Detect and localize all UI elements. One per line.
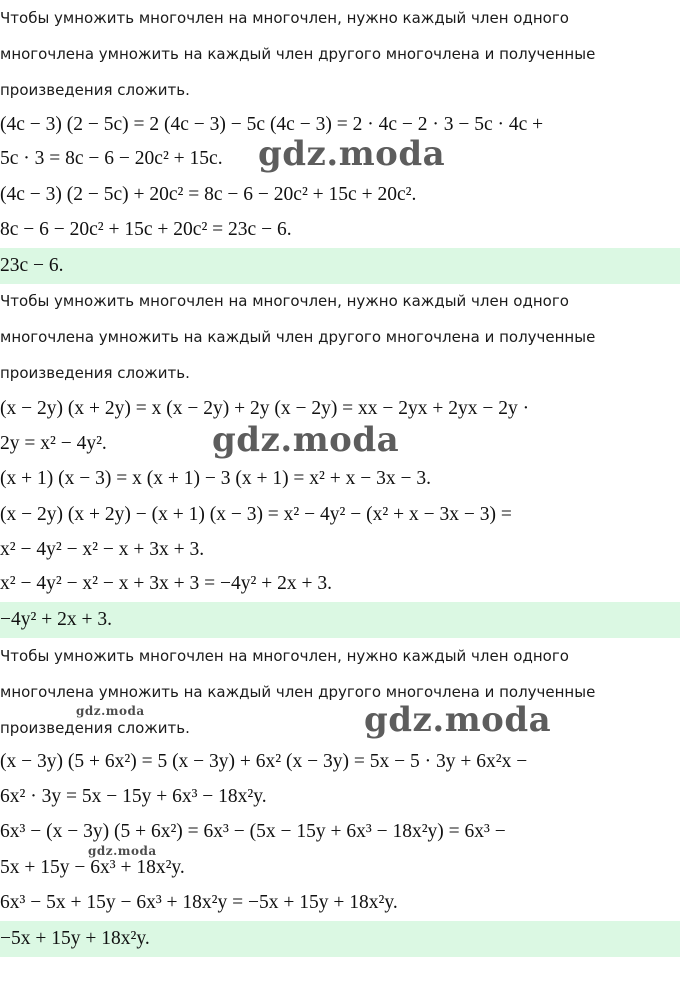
- answer-box: [0, 602, 680, 638]
- math-line: x² − 4y² − x² − x + 3x + 3.: [0, 539, 205, 560]
- math-line: 8c − 6 − 20c² + 15c + 20c² = 23c − 6.: [0, 219, 292, 240]
- rule-text: Чтобы умножить многочлен на многочлен, нужно каждый член одного: [0, 9, 569, 27]
- math-line: (4c − 3) (2 − 5c) = 2 (4c − 3) − 5c (4c − 3) = 2 · 4c − 2 · 3 − 5c · 4c +: [0, 114, 544, 135]
- rule-text: многочлена умножить на каждый член другого многочлена и полученные: [0, 45, 596, 63]
- watermark: gdz.moda: [212, 420, 400, 460]
- watermark: gdz.moda: [364, 700, 552, 740]
- math-line: (x − 2y) (x + 2y) − (x + 1) (x − 3) = x² − 4y² − (x² + x − 3x − 3) =: [0, 504, 512, 525]
- math-line: (4c − 3) (2 − 5c) + 20c² = 8c − 6 − 20c² + 15c + 20c².: [0, 184, 417, 205]
- answer-text: −5x + 15y + 18x²y.: [0, 928, 150, 949]
- rule-text: произведения сложить.: [0, 364, 190, 382]
- rule-text: произведения сложить.: [0, 81, 190, 99]
- rule-text: многочлена умножить на каждый член другого многочлена и полученные: [0, 683, 596, 701]
- math-line: 6x³ − 5x + 15y − 6x³ + 18x²y = −5x + 15y + 18x²y.: [0, 892, 398, 913]
- watermark: gdz.moda: [258, 134, 446, 174]
- math-line: (x + 1) (x − 3) = x (x + 1) − 3 (x + 1) = x² + x − 3x − 3.: [0, 468, 432, 489]
- rule-text: произведения сложить.: [0, 719, 190, 737]
- answer-text: −4y² + 2x + 3.: [0, 609, 112, 630]
- rule-text: Чтобы умножить многочлен на многочлен, нужно каждый член одного: [0, 292, 569, 310]
- math-line: 6x² · 3y = 5x − 15y + 6x³ − 18x²y.: [0, 786, 267, 807]
- watermark: gdz.moda: [88, 844, 157, 858]
- rule-text: Чтобы умножить многочлен на многочлен, нужно каждый член одного: [0, 647, 569, 665]
- answer-text: 23c − 6.: [0, 255, 64, 276]
- math-line: (x − 2y) (x + 2y) = x (x − 2y) + 2y (x − 2y) = xx − 2yx + 2yx − 2y ·: [0, 398, 530, 419]
- math-line: x² − 4y² − x² − x + 3x + 3 = −4y² + 2x + 3.: [0, 573, 332, 594]
- answer-box: [0, 921, 680, 957]
- math-line: (x − 3y) (5 + 6x²) = 5 (x − 3y) + 6x² (x − 3y) = 5x − 5 · 3y + 6x²x −: [0, 751, 528, 772]
- answer-box: [0, 248, 680, 284]
- math-line: 5x + 15y − 6x³ + 18x²y.: [0, 857, 185, 878]
- rule-text: многочлена умножить на каждый член другого многочлена и полученные: [0, 328, 596, 346]
- math-line: 5c · 3 = 8c − 6 − 20c² + 15c.: [0, 148, 223, 169]
- watermark: gdz.moda: [76, 704, 145, 718]
- math-line: 2y = x² − 4y².: [0, 433, 107, 454]
- math-line: 6x³ − (x − 3y) (5 + 6x²) = 6x³ − (5x − 15y + 6x³ − 18x²y) = 6x³ −: [0, 821, 506, 842]
